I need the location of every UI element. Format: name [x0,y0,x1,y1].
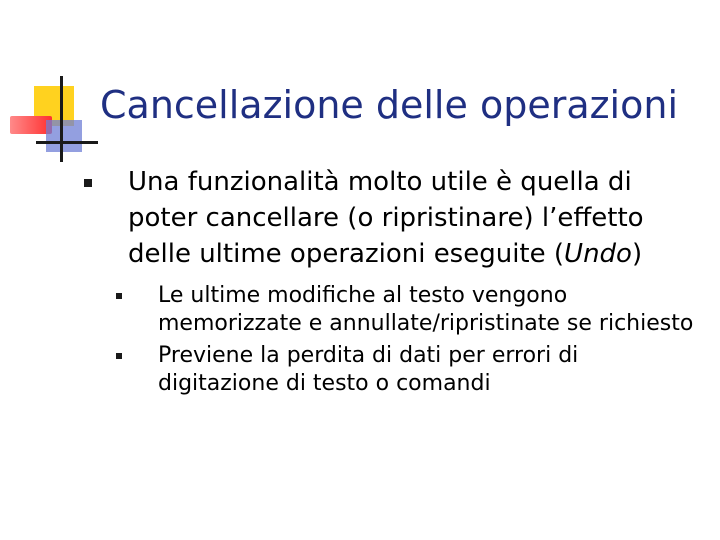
square-bullet-icon [84,179,92,187]
square-bullet-icon [116,293,122,299]
bullet-text-main: Una funzionalità molto utile è quella di poter cancellare (o ripristinare) l’effetto delle ultime operazioni eseguite ( [128,167,644,269]
bullet-text-close: ) [631,239,643,269]
logo-horizontal-line [36,141,98,144]
bullet-list [84,164,704,402]
bullet-item-main [84,164,704,272]
sub-bullet-item [116,342,704,398]
slide-logo-icon [8,76,100,164]
logo-vertical-line [60,76,63,162]
sub-bullet-text: Previene la perdita di dati per errori di digitazione di testo o comandi [158,343,579,396]
bullet-text-undo: Undo [564,239,632,269]
sub-bullet-text: Le ultime modifiche al testo vengono memorizzate e annullate/ripristinate se richiesto [158,283,694,336]
slide-title: Cancellazione delle operazioni [100,83,678,127]
sub-bullet-item [116,282,704,338]
square-bullet-icon [116,353,122,359]
logo-blue-square [46,120,82,152]
sub-bullet-list [116,282,704,398]
